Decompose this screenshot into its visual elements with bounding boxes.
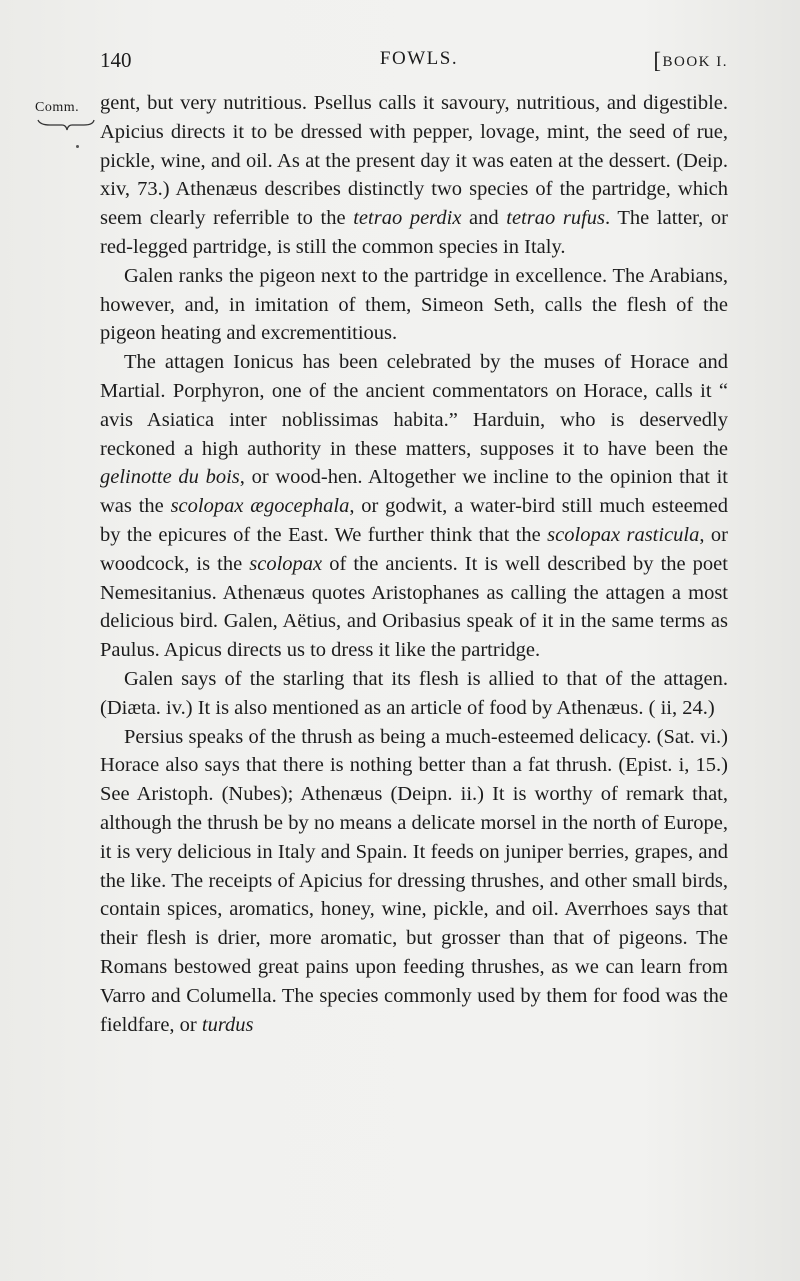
italic-term: tetrao rufus: [506, 207, 606, 230]
book-reference-label: BOOK I.: [662, 54, 728, 70]
book-reference: [653, 48, 728, 74]
text-run: . The latter, or red-legged partridge, is still the common species in Italy.: [100, 207, 729, 258]
text-run: , or godwit, a water-bird still much esteemed by the epicures of the East. We further think that the: [100, 495, 728, 546]
running-title: FOWLS.: [379, 48, 459, 69]
text-run: Persius speaks of the thrush as being a much-esteemed delicacy. (Sat. vi.) Horace also says that there is nothing better than a fat thrush. (Epist. i, 15.) See Aristoph. (Nubes); Athenæus (Deipn. ii.) It is worthy of remark that, although the thrush be by no means a delicate morsel in the north of Europe, it is very delicious in Italy and Spain. It feeds on juniper berries, grapes, and the like. The receipts of Apicius for dressing thrushes, and other small birds, contain spices, aromatics, honey, wine, pickle, and oil. Averrhoes says that their flesh is drier, more aromatic, but grosser than that of pigeons. The Romans bestowed great pains upon feeding thrushes, as we can learn from Varro and Columella. The species commonly used by them for food was the fieldfare, or: [100, 725, 728, 1036]
italic-term: scolopax: [249, 552, 323, 575]
page-header: [100, 48, 728, 78]
text-run: The attagen Ionicus has been celebrated by the muses of Horace and Martial. Porphyron, one of the ancient commentators on Horace, calls it “ avis Asiatica inter noblissimas habita.” Harduin, who is deservedly reckoned a high authority in these matters, supposes it to have been the: [100, 351, 728, 460]
text-run: Galen ranks the pigeon next to the partridge in excellence. The Arabians, however, and, in imitation of them, Simeon Seth, calls the flesh of the pigeon heating and excrementitious.: [100, 264, 728, 345]
text-run: and: [461, 207, 507, 230]
paragraph: [100, 89, 728, 262]
brace-icon: [36, 118, 96, 132]
text-run: , or wood-hen. Altogether we incline to the opinion that it was the: [100, 466, 729, 518]
body-text: [100, 89, 728, 1039]
margin-mark: [76, 145, 79, 148]
paragraph: [100, 723, 728, 1040]
italic-term: scolopax rasticula: [547, 523, 700, 546]
paragraph: [100, 348, 728, 665]
italic-term: scolopax ægocephala: [170, 495, 350, 518]
commentary-side-note: Comm.: [35, 100, 80, 115]
text-run: Galen says of the starling that its flesh is allied to that of the attagen. (Diæta. iv.) It is also mentioned as an article of food by Athenæus. ( ii, 24.): [100, 667, 728, 719]
text-run: gent, but very nutritious. Psellus calls it savoury, nutritious, and digestible. Apicius directs it to be dressed with pepper, lovage, mint, the seed of rue, pickle, wine, and oil. As at the present day it was eaten at the dessert. (Deip. xiv, 73.) Athenæus describes distinctly two species of the partridge, which seem clearly referrible to the: [100, 92, 728, 230]
italic-term: gelinotte du bois: [100, 466, 240, 489]
paragraph: [100, 262, 728, 348]
paragraph: [100, 665, 728, 723]
italic-term: turdus: [201, 1013, 254, 1036]
book-reference-bracket: [: [653, 48, 663, 73]
text-run: , or woodcock, is the: [100, 523, 728, 575]
page-number: 140: [100, 48, 132, 72]
text-run: of the ancients. It is well described by the poet Nemesitanius. Athenæus quotes Aristophanes as calling the attagen a most delicious bird. Galen, Aëtius, and Oribasius speak of it in the same terms as Paulus. Apicus directs us to dress it like the partridge.: [100, 552, 728, 662]
italic-term: tetrao perdix: [353, 207, 462, 230]
